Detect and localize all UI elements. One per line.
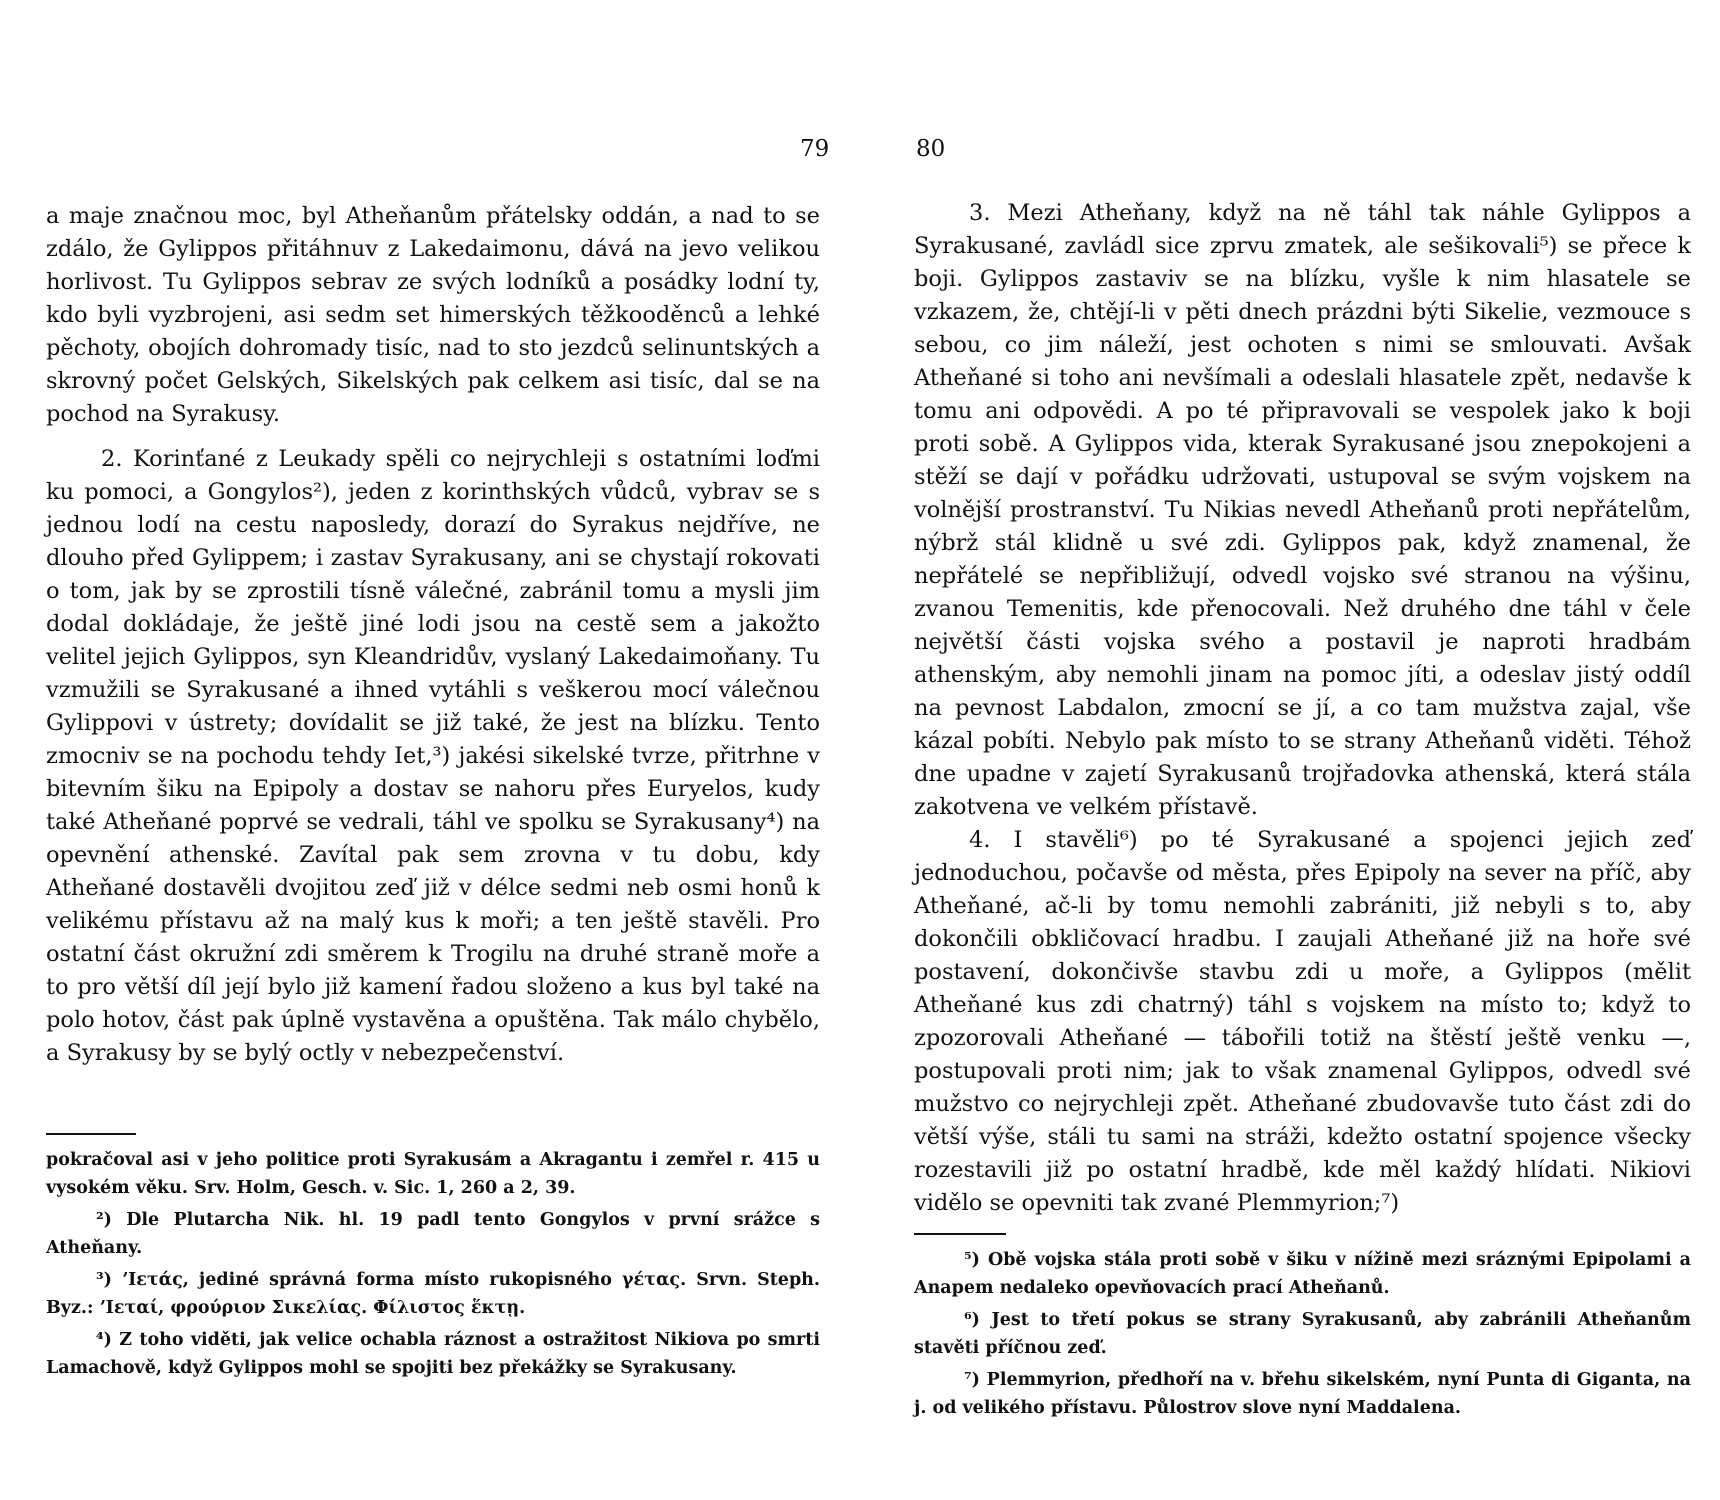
page-body (914, 197, 1691, 1220)
footnote-rule (914, 1233, 1006, 1235)
footnote: ²) Dle Plutarcha Nik. hl. 19 padl tento Gongylos v první srážce s Atheňany. (46, 1210, 820, 1258)
paragraph: 3. Mezi Atheňany, když na ně táhl tak náhle Gylippos a Syrakusané, zavládl sice zprvu zmatek, ale sešikovali⁵) se přece k boji. Gylippos zastaviv se na blízku, vyšle k nim hlasatele se vzkazem, že, chtějí-li v pěti dnech prázdni býti Sikelie, vezmouce s sebou, co jim náleží, jest ochoten s nimi se smlouvati. Avšak Atheňané si toho ani nevšímali a odeslali hlasatele zpět, nedavše k tomu ani odpovědi. A po té připravovali se vespolek jako k boji proti sobě. A Gylippos vida, kterak Syrakusané jsou znepokojeni a stěží se dají v pořádku udržovati, ustupoval se svým vojskem na volnější prostranství. Tu Nikias nevedl Atheňanů proti nepřátelům, nýbrž stál klidně u své zdi. Gylippos pak, když znamenal, že nepřátelé se nepřibližují, odvedl vojsko své stranou na výšinu, zvanou Temenitis, kde přenocovali. Než druhého dne táhl v čele největší části vojska svého a postavil je naproti hradbám athenským, aby nemohli jinam na pomoc jíti, a odeslav jistý oddíl na pevnost Labdalon, zmocní se jí, a co tam mužstva zajal, vše kázal pobíti. Nebylo pak místo to se strany Atheňanů viděti. Téhož dne upadne v zajetí Syrakusanů trojřadovka athenská, která stála zakotvena ve velkém přístavě. (914, 200, 1691, 820)
footnote: pokračoval asi v jeho politice proti Syrakusám a Akragantu i zemřel r. 415 u vysokém věku. Srv. Holm, Gesch. v. Sic. 1, 260 a 2, 39. (46, 1150, 820, 1198)
page-body (46, 200, 820, 1070)
footnote: ⁴) Z toho viděti, jak velice ochabla ráznost a ostražitost Nikiova po smrti Lamachově, když Gylippos mohl se spojiti bez překážky se Syrakusany. (46, 1330, 820, 1378)
footnotes (46, 1146, 820, 1386)
footnote: ⁷) Plemmyrion, předhoří na v. břehu sikelském, nyní Punta di Giganta, na j. od velikého přístavu. Půlostrov slove nyní Maddalena. (914, 1370, 1691, 1418)
footnote-rule (46, 1133, 136, 1135)
paragraph: a maje značnou moc, byl Atheňanům přátelsky oddán, a nad to se zdálo, že Gylippos přitáhnuv z Lakedaimonu, dává na jevo velikou horlivost. Tu Gylippos sebrav ze svých lodníků a posádky lodní ty, kdo byli vyzbrojeni, asi sedm set himerských těžkooděnců a lehké pěchoty, obojích dohromady tisíc, nad to sto jezdců selinuntských a skrovný počet Gelských, Sikelských pak celkem asi tisíc, dal se na pochod na Syrakusy. (46, 203, 820, 427)
footnote: ⁶) Jest to třetí pokus se strany Syrakusanů, aby zabránili Atheňanům stavěti příčnou zeď. (914, 1310, 1691, 1358)
paragraph: 4. I stavěli⁶) po té Syrakusané a spojenci jejich zeď jednoduchou, počavše od města, přes Epipoly na sever na příč, aby Atheňané, ač-li by tomu nemohli zabrániti, již nebyli s to, aby dokončili obkličovací hradbu. I zaujali Atheňané již na hoře své postavení, dokončivše stavbu zdi u moře, a Gylippos (mělit Atheňané kus zdi chatrný) táhl s vojskem na místo to; když to zpozorovali Atheňané — tábořili totiž na štěstí ještě venku —, postupovali proti nim; jak to však znamenal Gylippos, odvedl své mužstvo co nejrychleji zpět. Atheňané zbudovavše tuto část zdi do větší výše, stáli tu sami na stráži, kdežto ostatní spojence všecky rozestavili již po ostatní hradbě, kde měl každý hlídati. Nikiovi vidělo se opevniti tak zvané Plemmyrion;⁷) (914, 827, 1691, 1216)
footnote: ³) ʼΙετάς, jediné správná forma místo rukopisného γέτας. Srvn. Steph. Byz.: ʼΙεταί, φρούριον Σικελίας. Φίλιστος ἕκτῃ. (46, 1270, 820, 1318)
footnote: ⁵) Obě vojska stála proti sobě v šiku v nížině mezi sráznými Epipolami a Anapem nedaleko opevňovacích prací Atheňanů. (914, 1250, 1691, 1298)
right-page (860, 0, 1720, 1500)
footnotes (914, 1246, 1691, 1426)
page-number: 79 (800, 136, 830, 162)
page-number: 80 (916, 136, 946, 162)
paragraph: 2. Korinťané z Leukady spěli co nejrychleji s ostatními loďmi ku pomoci, a Gongylos²), jeden z korinthských vůdců, vybrav se s jednou lodí na cestu naposledy, dorazí do Syrakus nejdříve, ne dlouho před Gylippem; i zastav Syrakusany, ani se chystají rokovati o tom, jak by se zprostili tísně válečné, zabránil tomu a mysli jim dodal dokládaje, že ještě jiné lodi jsou na cestě sem a jakožto velitel jejich Gylippos, syn Kleandridův, vyslaný Lakedaimoňany. Tu vzmužili se Syrakusané a ihned vytáhli s veškerou mocí válečnou Gylippovi v ústrety; dovídalit se již také, že jest na blízku. Tento zmocniv se na pochodu tehdy Iet,³) jakési sikelské tvrze, přitrhne v bitevním šiku na Epipoly a dostav se nahoru přes Euryelos, kudy také Atheňané poprvé se vedrali, táhl ve spolku se Syrakusany⁴) na opevnění athenské. Zavítal pak sem zrovna v tu dobu, kdy Atheňané dostavěli dvojitou zeď již v délce sedmi neb osmi honů k velikému přístavu až na malý kus k moři; a ten ještě stavěli. Pro ostatní část okružní zdi směrem k Trogilu na druhé straně moře a to pro větší díl její bylo již kamení řadou složeno a kus byl také na polo hotov, část pak úplně vystavěna a opuštěna. Tak málo chybělo, a Syrakusy by se bylý octly v nebezpečenství. (46, 446, 820, 1066)
